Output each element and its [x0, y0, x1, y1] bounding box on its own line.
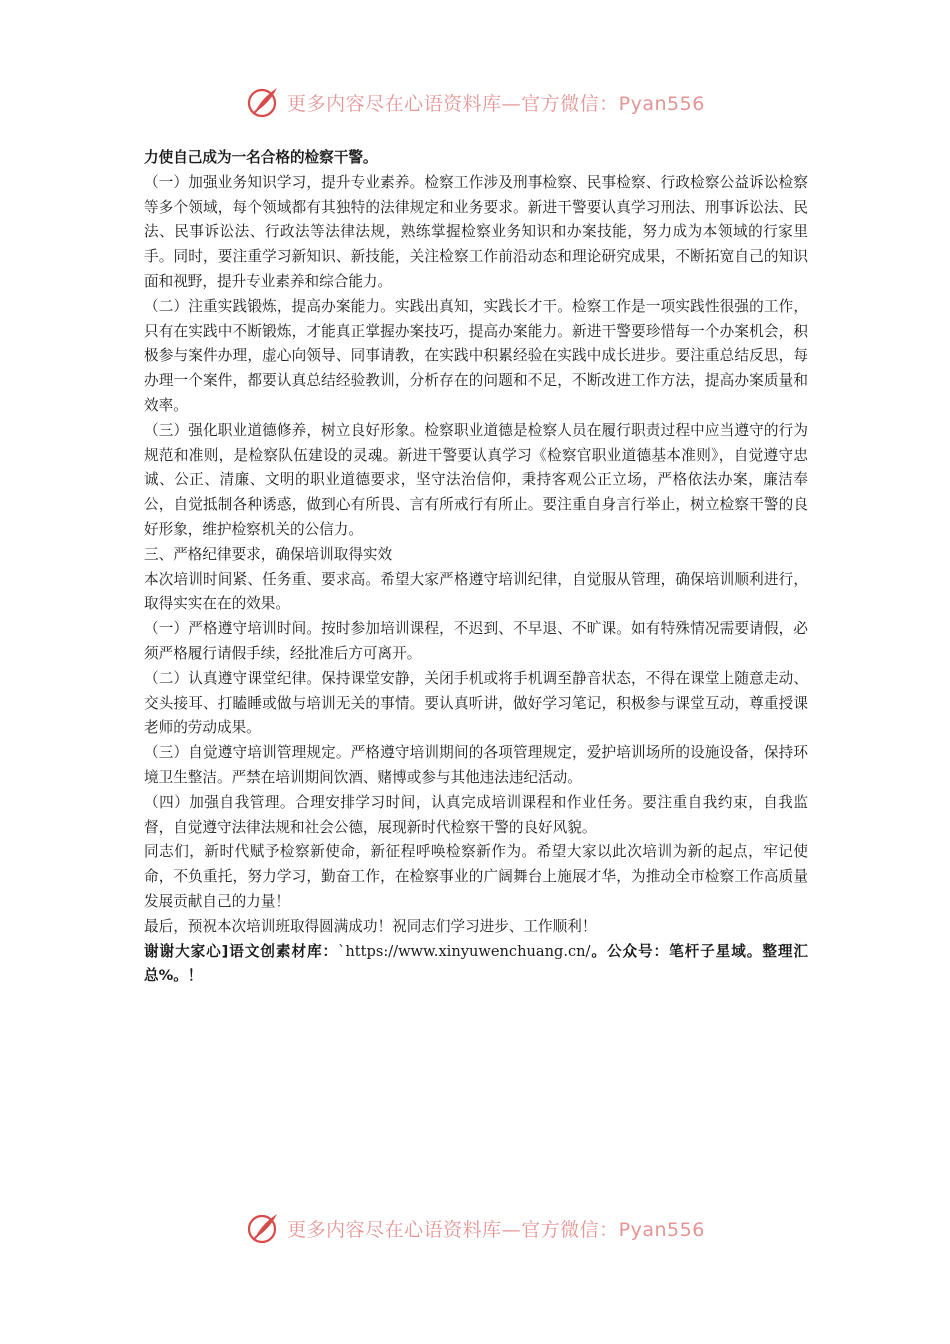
closing-url: `https://www.xinyuwenchuang.cn/ [338, 942, 591, 960]
paragraph-9: （四）加强自我管理。合理安排学习时间，认真完成培训课程和作业任务。要注重自我约束，自我监督，自觉遵守法律法规和社会公德，展现新时代检察干警的良好风貌。 [144, 793, 808, 836]
paragraph-7: （二）认真遵守课堂纪律。保持课堂安静，关闭手机或将手机调至静音状态，不得在课堂上随意走动、交头接耳、打瞌睡或做与培训无关的事情。要认真听讲，做好学习笔记，积极参与课堂互动，尊重授课老师的劳动成果。 [144, 669, 808, 737]
paragraph-5: 本次培训时间紧、任务重、要求高。希望大家严格遵守培训纪律，自觉服从管理，确保培训顺利进行，取得实实在在的效果。 [144, 570, 808, 613]
paragraph-11: 最后，预祝本次培训班取得圆满成功！祝同志们学习进步、工作顺利！ [144, 917, 597, 935]
paragraph-10: 同志们，新时代赋予检察新使命，新征程呼唤检察新作为。希望大家以此次培训为新的起点，牢记使命，不负重托，努力学习，勤奋工作，在检察事业的广阔舞台上施展才华，为推动全市检察工作高质量发展贡献自己的力量！ [144, 843, 808, 910]
quill-logo-icon [245, 84, 281, 120]
paragraph-3: （三）强化职业道德修养，树立良好形象。检察职业道德是检察人员在履行职责过程中应当遵守的行为规范和准则，是检察队伍建设的灵魂。新进干警要认真学习《检察官职业道德基本准则》，自觉遵守忠诚、公正、清廉、文明的职业道德要求，坚守法治信仰，秉持客观公正立场，严格依法办案，廉洁奉公，自觉抵制各种诱惑，做到心有所畏、言有所戒行有所止。要注重自身言行举止，树立检察干警的良好形象，维护检察机关的公信力。 [144, 421, 808, 538]
watermark-id: Pyan556 [618, 1218, 705, 1241]
watermark-text [287, 89, 705, 116]
quill-logo-icon [245, 1210, 281, 1246]
watermark-cn: 更多内容尽在心语资料库—官方微信： [287, 92, 619, 115]
closing-paragraph [144, 940, 808, 990]
paragraph-8: （三）自觉遵守培训管理规定。严格遵守培训期间的各项管理规定，爱护培训场所的设施设备，保持环境卫生整洁。严禁在培训期间饮酒、赌博或参与其他违法违纪活动。 [144, 744, 808, 786]
header-watermark [0, 84, 950, 120]
closing-text-a: 谢谢大家心]语文创素材库： [144, 942, 339, 960]
paragraph-6: （一）严格遵守培训时间。按时参加培训课程，不迟到、不早退、不旷课。如有特殊情况需要请假，必须严格履行请假手续，经批准后方可离开。 [144, 620, 808, 662]
section-heading-3: 三、严格纪律要求，确保培训取得实效 [144, 545, 393, 563]
watermark-cn: 更多内容尽在心语资料库—官方微信： [287, 1218, 619, 1241]
closing-text-b: 。公众号：笔杆子星域。整理汇总%。！ [144, 942, 808, 985]
footer-watermark [0, 1210, 950, 1246]
watermark-text [287, 1215, 705, 1242]
paragraph-0: 力使自己成为一名合格的检察干警。 [144, 149, 378, 166]
watermark-id: Pyan556 [618, 92, 705, 115]
paragraph-2: （二）注重实践锻炼，提高办案能力。实践出真知，实践长才干。检察工作是一项实践性很强的工作，只有在实践中不断锻炼，才能真正掌握办案技巧，提高办案能力。新进干警要珍惜每一个办案机会，积极参与案件办理，虚心向领导、同事请教，在实践中积累经验在实践中成长进步。要注重总结反思，每办理一个案件，都要认真总结经验教训，分析存在的问题和不足，不断改进工作方法，提高办案质量和效率。 [144, 297, 808, 414]
paragraph-1: （一）加强业务知识学习，提升专业素养。检察工作涉及刑事检察、民事检察、行政检察公益诉讼检察等多个领域，每个领域都有其独特的法律规定和业务要求。新进干警要认真学习刑法、刑事诉讼法、民法、民事诉讼法、行政法等法律法规，熟练掌握检察业务知识和办案技能，努力成为本领域的行家里手。同时，要注重学习新知识、新技能，关注检察工作前沿动态和理论研究成果，不断拓宽自己的知识面和视野，提升专业素养和综合能力。 [144, 173, 808, 290]
document-body [144, 146, 808, 989]
